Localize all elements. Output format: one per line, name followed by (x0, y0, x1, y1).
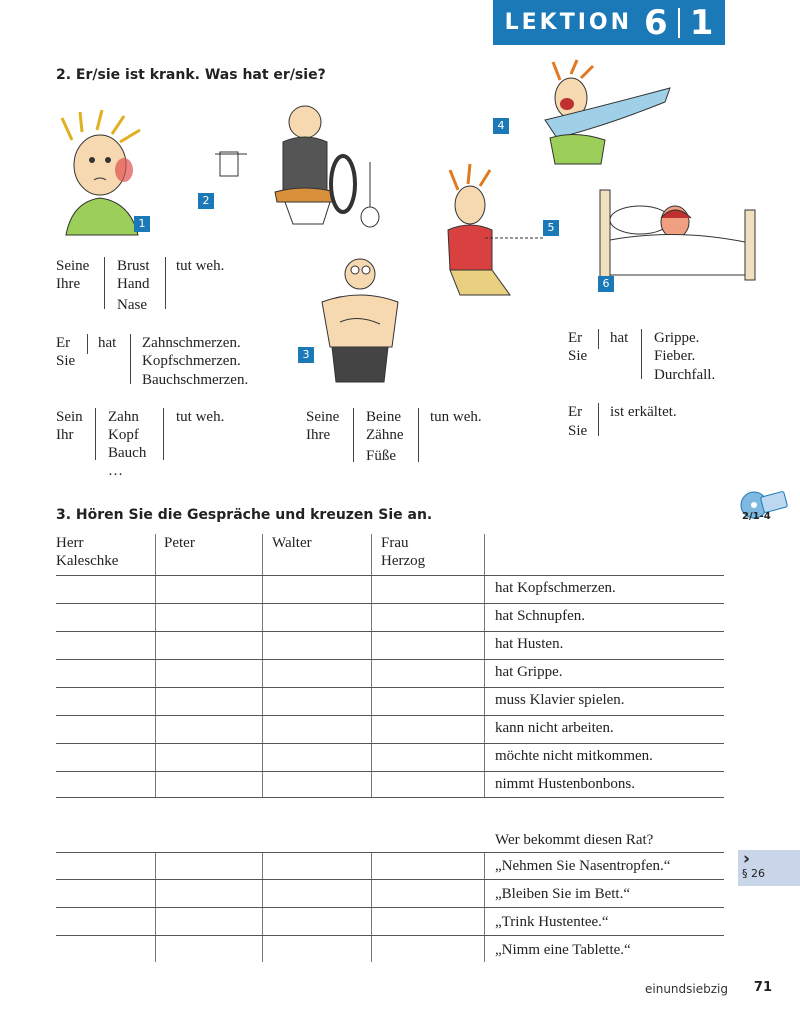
object: Fieber. (654, 348, 696, 364)
grammar-reference-tab[interactable] (738, 850, 800, 886)
object: Kopfschmerzen. (142, 353, 241, 369)
column-header-herr-kaleschke (56, 534, 118, 570)
advice-quote: „Bleiben Sie im Bett.“ (495, 886, 630, 902)
statement: nimmt Hustenbonbons. (495, 776, 636, 792)
statement: hat Schnupfen. (495, 608, 585, 624)
table-row-line (56, 771, 724, 772)
advice-quote: „Nehmen Sie Nasentropfen.“ (495, 858, 671, 874)
column-divider (165, 257, 166, 309)
header-line: Kaleschke (56, 553, 119, 569)
table-column-line (262, 534, 263, 798)
noun: Zähne (366, 427, 404, 443)
predicate: ist erkältet. (610, 404, 677, 420)
table-row-line (56, 603, 724, 604)
pronoun: Sein (56, 409, 83, 425)
audio-track-label: 2/1-4 (742, 511, 771, 522)
pronoun: Seine (56, 258, 90, 274)
table-row-line (56, 575, 724, 576)
table-row-line (56, 715, 724, 716)
banner-divider (678, 8, 680, 38)
grammar-reference-label: § 26 (742, 867, 765, 880)
exercise-3-title: 3. Hören Sie die Gespräche und kreuzen Sie an. (56, 507, 433, 523)
noun: Hand (117, 276, 150, 292)
exercise-2-title: 2. Er/sie ist krank. Was hat er/sie? (56, 67, 326, 83)
column-divider (598, 329, 599, 349)
illustration-5-thermometer (430, 160, 550, 295)
picture-number-2: 2 (198, 193, 214, 209)
table-column-line (155, 534, 156, 798)
table-column-line (371, 534, 372, 798)
noun: Kopf (108, 427, 139, 443)
column-header-walter (272, 534, 312, 552)
table-row-line (56, 743, 724, 744)
object: Grippe. (654, 330, 700, 346)
column-header-frau-herzog (381, 534, 425, 570)
object: Durchfall. (654, 367, 716, 383)
subject: Er (56, 335, 71, 351)
verb: tut weh. (176, 409, 225, 425)
illustration-2-toilet (215, 92, 385, 232)
lesson-number: 6 (644, 2, 668, 43)
table-row-line (56, 659, 724, 660)
object: Bauchschmerzen. (142, 372, 249, 388)
table-row-line (56, 797, 724, 798)
column-divider (130, 334, 131, 384)
table-row-line (56, 879, 724, 880)
illustration-6-bed (595, 180, 765, 290)
subject: Sie (568, 348, 588, 364)
noun: Zahn (108, 409, 139, 425)
statement: hat Kopfschmerzen. (495, 580, 616, 596)
noun: Beine (366, 409, 401, 425)
column-divider (104, 257, 105, 309)
noun: Bauch (108, 445, 147, 461)
subject: Er (568, 404, 583, 420)
verb: hat (98, 335, 117, 351)
pronoun: Ihr (56, 427, 74, 443)
noun: Nase (117, 297, 147, 313)
column-divider (87, 334, 88, 354)
picture-number-5: 5 (543, 220, 559, 236)
illustration-4-scarf (505, 60, 675, 165)
pronoun: Ihre (306, 427, 331, 443)
column-header-peter (164, 534, 195, 552)
column-divider (95, 408, 96, 460)
noun-ellipsis: … (108, 463, 123, 479)
table-row-line (56, 852, 724, 853)
page-number: 71 (753, 980, 772, 995)
table-column-line (484, 534, 485, 798)
lesson-word: LEKTION (504, 10, 633, 35)
statement: hat Husten. (495, 636, 564, 652)
noun: Brust (117, 258, 150, 274)
column-divider (598, 403, 599, 436)
picture-number-3: 3 (298, 347, 314, 363)
picture-number-4: 4 (493, 118, 509, 134)
object: Zahnschmerzen. (142, 335, 241, 351)
lesson-banner (493, 0, 725, 45)
noun: Füße (366, 448, 396, 464)
header-line: Herzog (381, 553, 426, 569)
statement: kann nicht arbeiten. (495, 720, 614, 736)
subject: Sie (56, 353, 76, 369)
header-line: Frau (381, 535, 409, 551)
advice-question: Wer bekommt diesen Rat? (495, 832, 654, 848)
advice-quote: „Nimm eine Tablette.“ (495, 942, 631, 958)
verb: hat (610, 330, 629, 346)
column-divider (163, 408, 164, 460)
illustration-3-stomachache (300, 252, 410, 387)
statement: muss Klavier spielen. (495, 692, 625, 708)
statement: möchte nicht mitkommen. (495, 748, 653, 764)
subject: Er (568, 330, 583, 346)
verb: tut weh. (176, 258, 225, 274)
section-number: 1 (689, 2, 714, 43)
header-line: Peter (164, 535, 195, 551)
table-row-line (56, 687, 724, 688)
chevron-right-icon: › (743, 849, 751, 869)
header-line: Herr (56, 535, 84, 551)
verb: tun weh. (430, 409, 482, 425)
table-row-line (56, 935, 724, 936)
subject: Sie (568, 423, 588, 439)
advice-quote: „Trink Hustentee.“ (495, 914, 609, 930)
page-number-word: einundsiebzig (645, 982, 728, 996)
pronoun: Seine (306, 409, 340, 425)
table-row-line (56, 907, 724, 908)
picture-number-1: 1 (134, 216, 150, 232)
pronoun: Ihre (56, 276, 81, 292)
audio-track-marker[interactable] (736, 490, 790, 526)
table-row-line (56, 631, 724, 632)
picture-number-6: 6 (598, 276, 614, 292)
statement: hat Grippe. (495, 664, 563, 680)
header-line: Walter (272, 535, 312, 551)
column-divider (641, 329, 642, 379)
column-divider (418, 408, 419, 462)
column-divider (353, 408, 354, 462)
